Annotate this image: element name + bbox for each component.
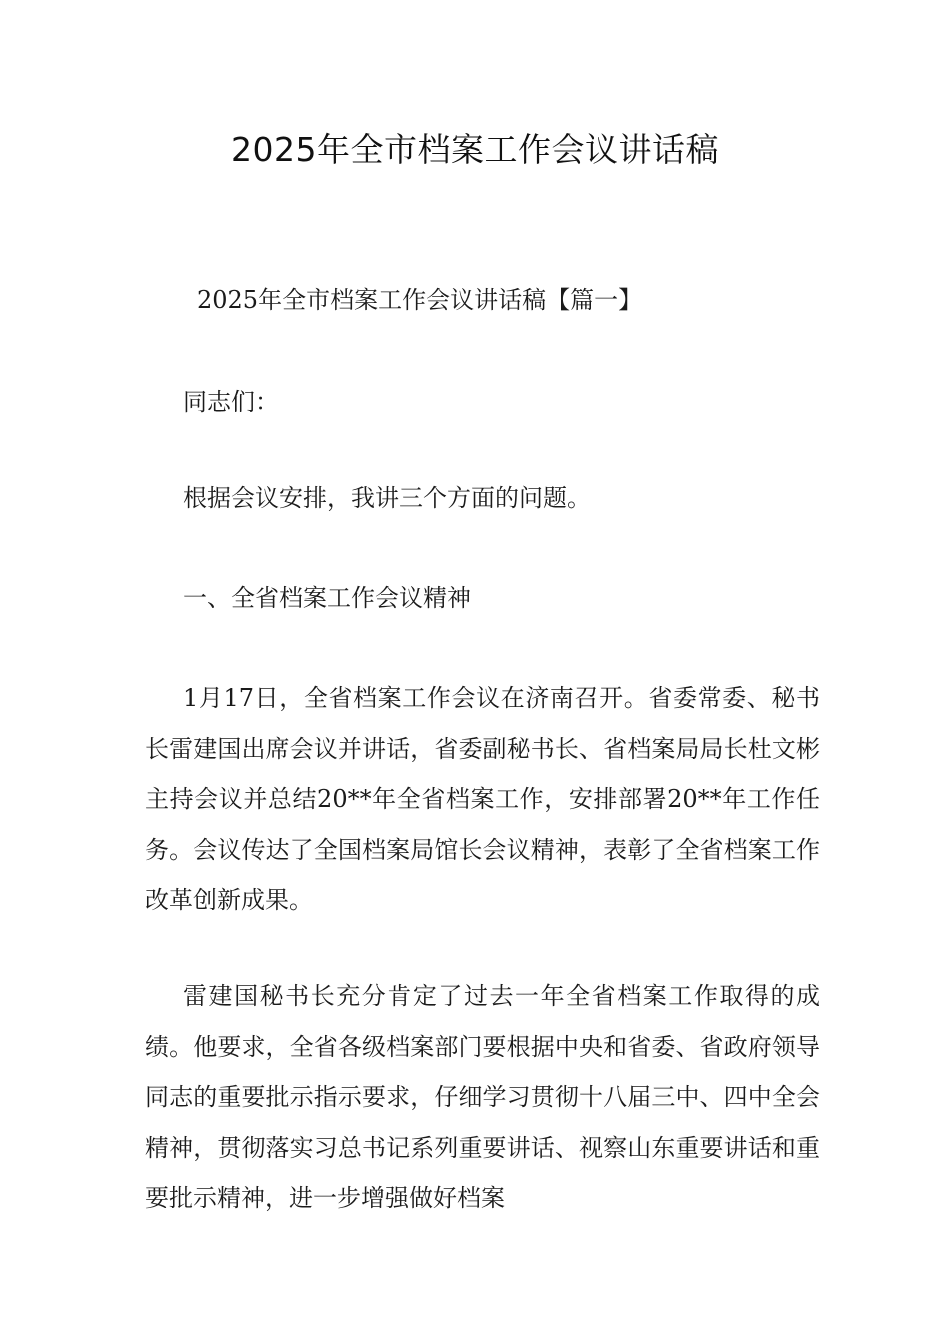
intro-paragraph: 根据会议安排，我讲三个方面的问题。 [183, 484, 591, 512]
section-subtitle: 2025年全市档案工作会议讲话稿【篇一】 [197, 286, 643, 314]
section-heading-1: 一、全省档案工作会议精神 [183, 584, 471, 612]
body-paragraph-2: 雷建国秘书长充分肯定了过去一年全省档案工作取得的成绩。他要求，全省各级档案部门要根据中央和省委、省政府领导同志的重要批示指示要求，仔细学习贯彻十八届三中、四中全会精神，贯彻落实习总书记系列重要讲话、视察山东重要讲话和重要批示精神，进一步增强做好档案 [145, 982, 820, 1212]
body-paragraph-1: 1月17日，全省档案工作会议在济南召开。省委常委、秘书长雷建国出席会议并讲话，省委副秘书长、省档案局局长杜文彬主持会议并总结20**年全省档案工作，安排部署20**年工作任务。会议传达了全国档案局馆长会议精神，表彰了全省档案工作改革创新成果。 [145, 684, 820, 914]
greeting-paragraph: 同志们： [183, 388, 279, 416]
document-title: 2025年全市档案工作会议讲话稿 [231, 130, 719, 169]
